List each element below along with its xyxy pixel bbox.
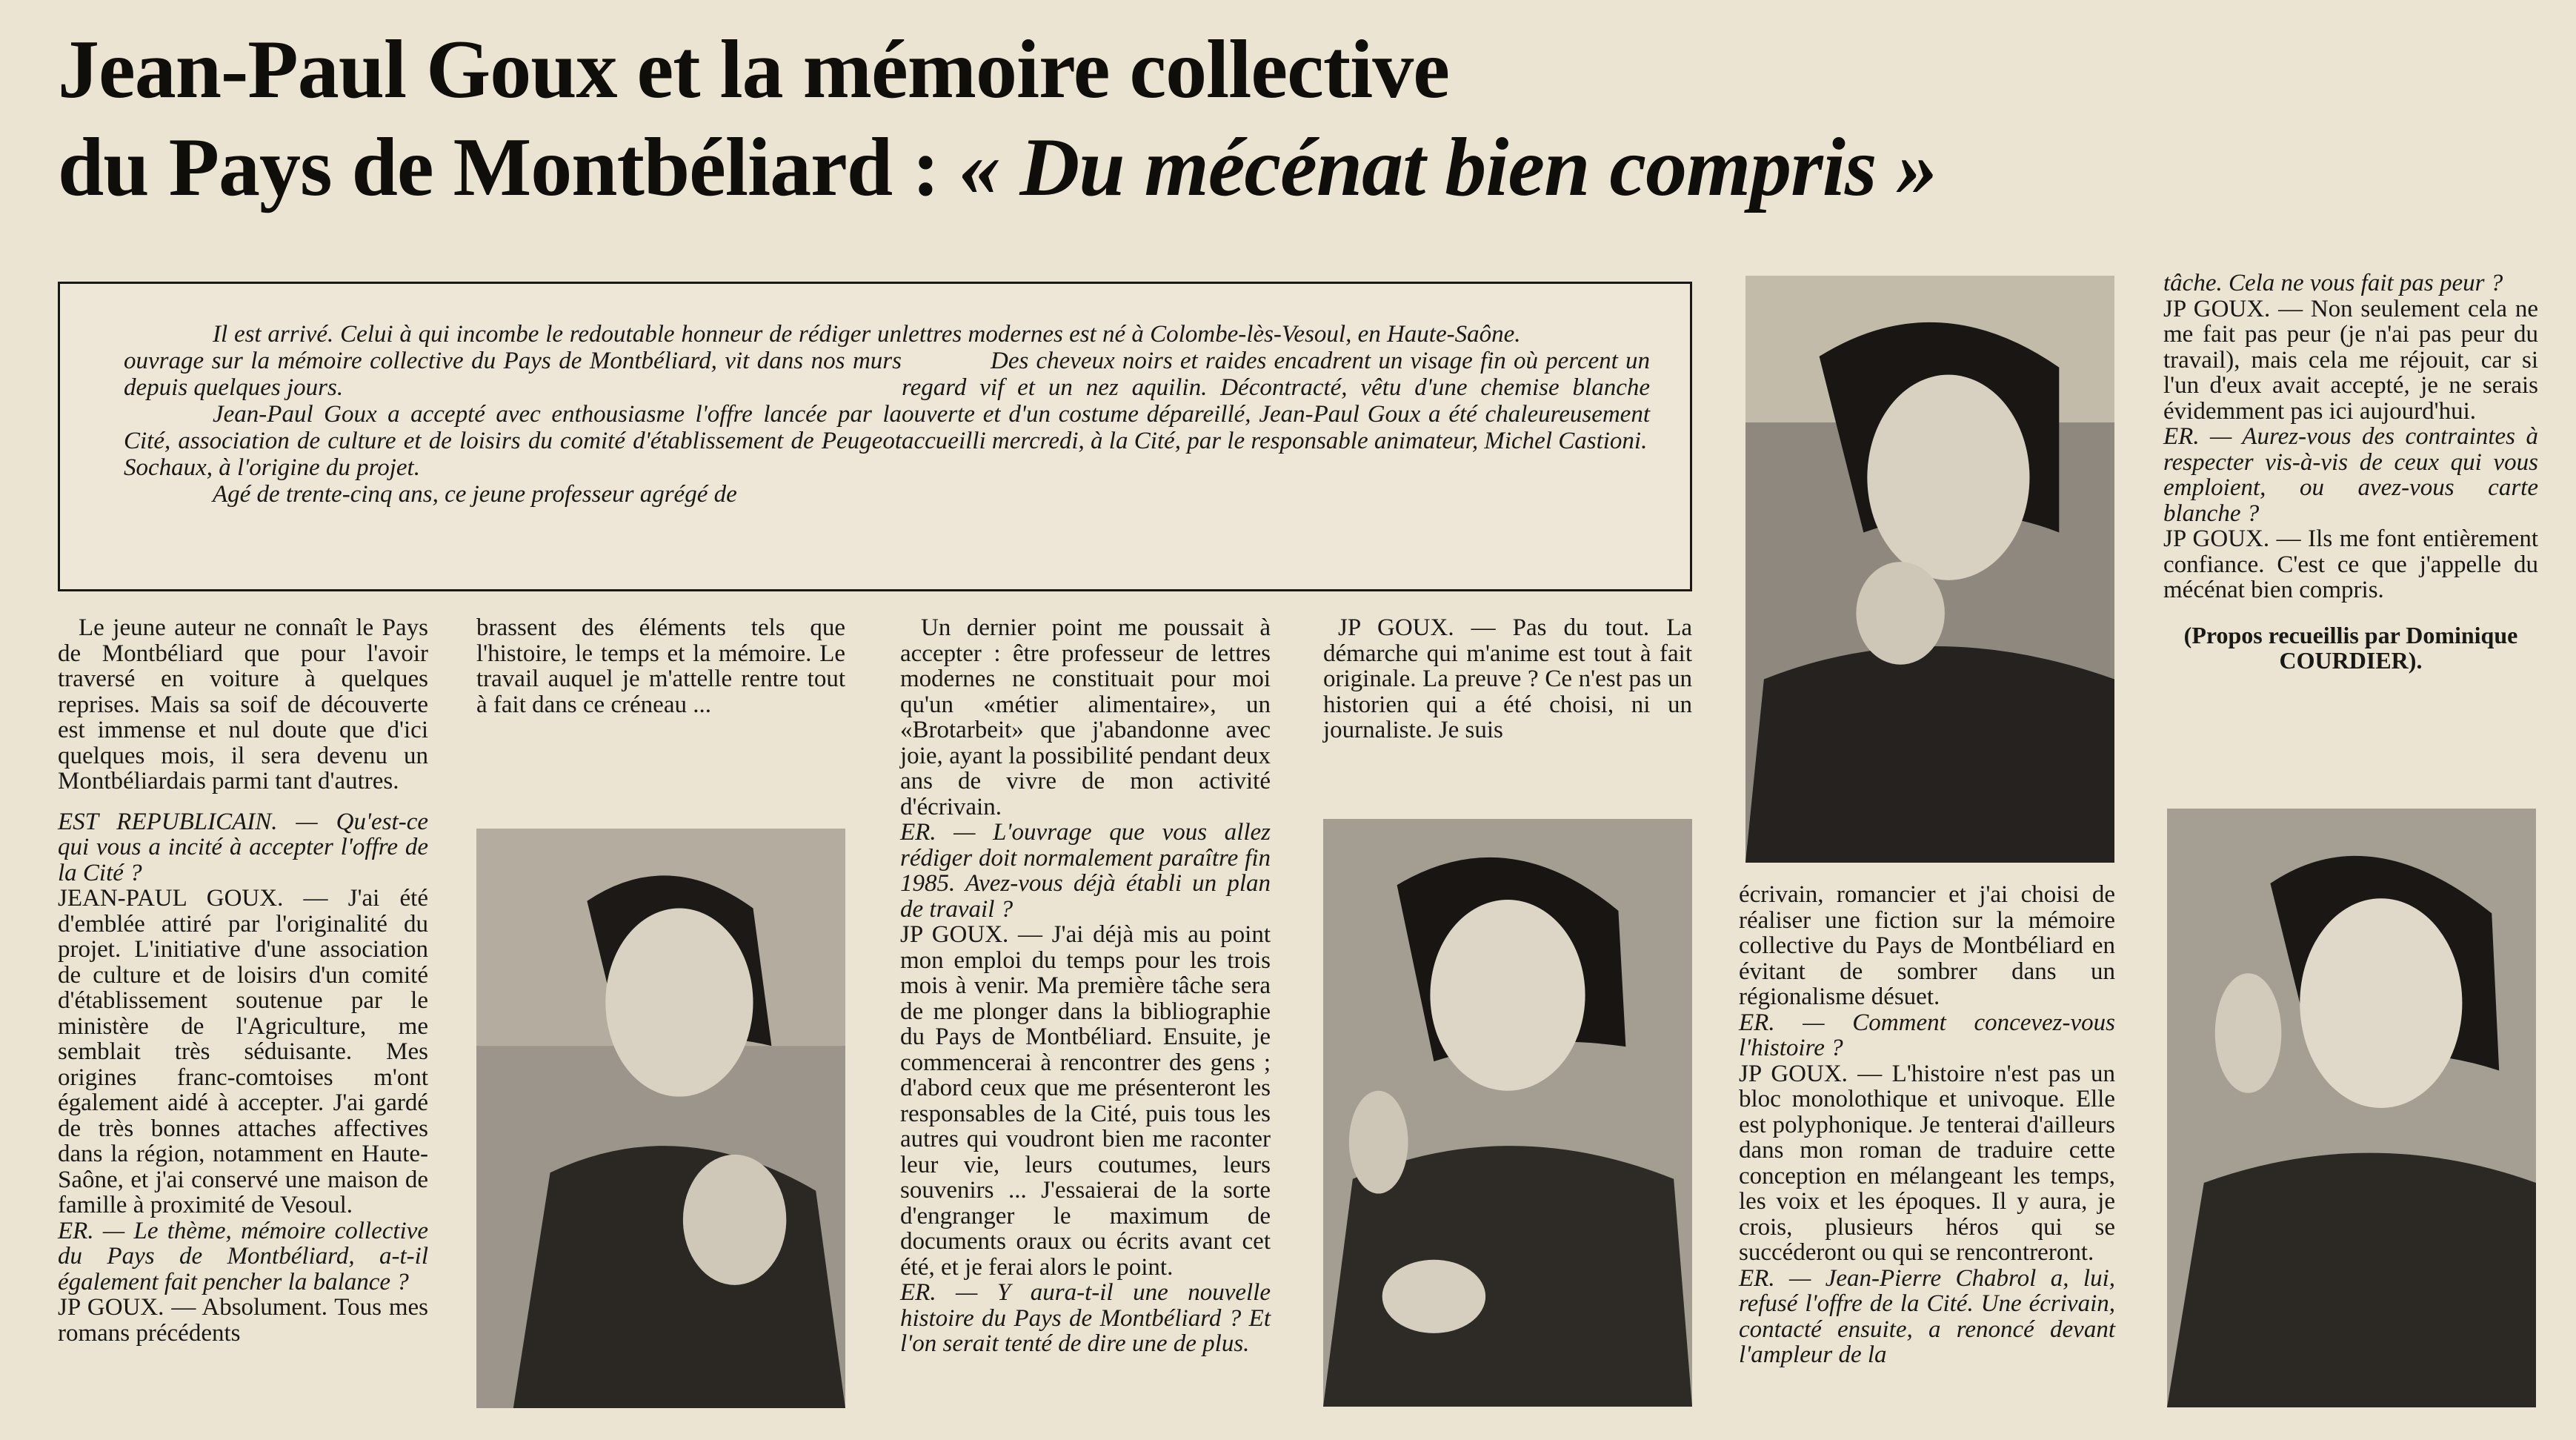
photo-portrait-4-image xyxy=(2167,809,2536,1407)
photo-portrait-4 xyxy=(2167,809,2536,1407)
intro-paragraph: Des cheveux noirs et raides encadrent un visage fin où percent un regard vif et un nez aquilin. Décontracté, vêtu d'une chemise blanche ouverte et d'un costume dépareillé, Jean-Paul Goux a été chaleureusement accueilli mercredi, à la Cité, par le responsable animateur, Michel Castioni. xyxy=(902,348,1650,454)
headline-line-2 xyxy=(58,119,2547,216)
answer: JP GOUX. — L'histoire n'est pas un bloc monolothique et univoque. Elle est polyphonique. Je tenterai d'ailleurs dans mon roman de traduire cette conception en mélangeant les temps, les voix et les époques. Il y aura, je crois, plusieurs héros qui se succéderont ou qui se rencontreront. xyxy=(1739,1060,2115,1266)
intro-paragraph: Agé de trente-cinq ans, ce jeune professeur agrégé de xyxy=(213,481,737,508)
article-column-1 xyxy=(58,615,428,1346)
question: ER. — Aurez-vous des contraintes à respecter vis-à-vis de ceux qui vous emploient, ou avez-vous carte blanche ? xyxy=(2163,423,2538,527)
intro-paragraph: Il est arrivé. Celui à qui incombe le redoutable honneur de rédiger un ouvrage sur la mémoire collective du Pays de Montbéliard, vit dans nos murs depuis quelques jours. xyxy=(124,321,902,401)
headline xyxy=(58,21,2547,216)
question: tâche. Cela ne vous fait pas peur ? xyxy=(2163,270,2503,296)
headline-quote: « Du mécénat bien compris » xyxy=(959,122,1937,213)
answer: JP GOUX. — Pas du tout. La démarche qui m'anime est tout à fait originale. La preuve ? Ce n'est pas un historien qui a été choisi, ni un journaliste. Je suis xyxy=(1323,614,1692,743)
intro-box xyxy=(58,282,1692,591)
article-column-6 xyxy=(2163,271,2538,674)
answer: JP GOUX. — Non seulement cela ne me fait pas peur (je n'ai pas peur du travail), mais cela me réjouit, car si l'un d'eux avait accepté, je ne serais évidemment pas ici aujourd'hui. xyxy=(2163,295,2538,425)
question: ER. — Jean-Pierre Chabrol a, lui, refusé l'offre de la Cité. Une écrivain, contacté ensuite, a renoncé devant l'ampleur de la xyxy=(1739,1264,2115,1368)
photo-portrait-3 xyxy=(1745,276,2114,863)
headline-line-1: Jean-Paul Goux et la mémoire collective xyxy=(58,24,1449,116)
article-column-5 xyxy=(1739,882,2115,1368)
photo-portrait-3-image xyxy=(1745,276,2114,863)
photo-portrait-2-image xyxy=(1323,819,1692,1407)
answer: JP GOUX. — Ils me font entièrement confiance. C'est ce que j'appelle du mécénat bien compris. xyxy=(2163,525,2538,603)
intro-column-1 xyxy=(124,321,902,508)
paragraph: Le jeune auteur ne connaît le Pays de Montbéliard que pour l'avoir traversé en voiture à quelques reprises. Mais sa soif de découverte est immense et nul doute que d'ici quelques mois, il sera devenu un Montbéliardais parmi tant d'autres. xyxy=(58,614,428,794)
intro-paragraph: Jean-Paul Goux a accepté avec enthousiasme l'offre lancée par la Cité, association de culture et de loisirs du comité d'établissement de Peugeot Sochaux, à l'origine du projet. xyxy=(124,401,902,481)
headline-line-2-prefix: du Pays de Montbéliard : xyxy=(58,122,959,213)
photo-portrait-1-image xyxy=(476,829,845,1408)
intro-column-2 xyxy=(902,321,1650,454)
article-column-4 xyxy=(1323,615,1692,743)
photo-portrait-2 xyxy=(1323,819,1692,1407)
paragraph: brassent des éléments tels que l'histoire, le temps et la mémoire. Le travail auquel je m'attelle rentre tout à fait dans ce créneau ... xyxy=(476,614,845,718)
photo-portrait-1 xyxy=(476,829,845,1408)
question: ER. — L'ouvrage que vous allez rédiger doit normalement paraître fin 1985. Avez-vous déjà établi un plan de travail ? xyxy=(900,819,1271,923)
intro-paragraph: lettres modernes est né à Colombe-lès-Vesoul, en Haute-Saône. xyxy=(902,321,1521,348)
question: ER. — Comment concevez-vous l'histoire ? xyxy=(1739,1009,2115,1061)
answer: JP GOUX. — J'ai déjà mis au point mon emploi du temps pour les trois mois à venir. Ma première tâche sera de me plonger dans la bibliographie du Pays de Montbéliard. Ensuite, je commencerai à rencontrer des gens ; d'abord ceux que me présenteront les responsables de la Cité, puis tous les autres qui voudront bien me raconter leur vie, leurs coutumes, leurs souvenirs ... J'essaierai de la sorte d'engranger le maximum de documents oraux ou écrits avant cet été, et je ferai alors le point. xyxy=(900,921,1271,1281)
article-column-3 xyxy=(900,615,1271,1357)
question: ER. — Le thème, mémoire collective du Pays de Montbéliard, a-t-il également fait pencher la balance ? xyxy=(58,1217,428,1295)
question: ER. — Y aura-t-il une nouvelle histoire du Pays de Montbéliard ? Et l'on serait tenté de dire une de plus. xyxy=(900,1279,1271,1357)
paragraph: Un dernier point me poussait à accepter : être professeur de lettres modernes ne constituait pour moi qu'un «métier alimentaire», un «Brotarbeit» que j'abandonne avec joie, ayant la possibilité pendant deux ans de vivre de mon activité d'écrivain. xyxy=(900,614,1271,820)
article-column-2 xyxy=(476,615,845,717)
answer: JEAN-PAUL GOUX. — J'ai été d'emblée attiré par l'originalité du projet. L'initiative d'une association de culture et de loisirs d'un comité d'établissement soutenue par le ministère de l'Agriculture, me semblait très séduisante. Mes origines franc-comtoises m'ont également aidé à accepter. J'ai gardé de très bonnes attaches affectives dans la région, notamment en Haute-Saône, et j'ai conservé une maison de famille à proximité de Vesoul. xyxy=(58,885,428,1218)
signature: (Propos recueillis par Dominique COURDIER). xyxy=(2183,621,2518,674)
question: EST REPUBLICAIN. — Qu'est-ce qui vous a incité à accepter l'offre de la Cité ? xyxy=(58,808,428,886)
answer: JP GOUX. — Absolument. Tous mes romans précédents xyxy=(58,1294,428,1347)
paragraph: écrivain, romancier et j'ai choisi de réaliser une fiction sur la mémoire collective du Pays de Montbéliard en évitant de sombrer dans un régionalisme désuet. xyxy=(1739,881,2115,1010)
